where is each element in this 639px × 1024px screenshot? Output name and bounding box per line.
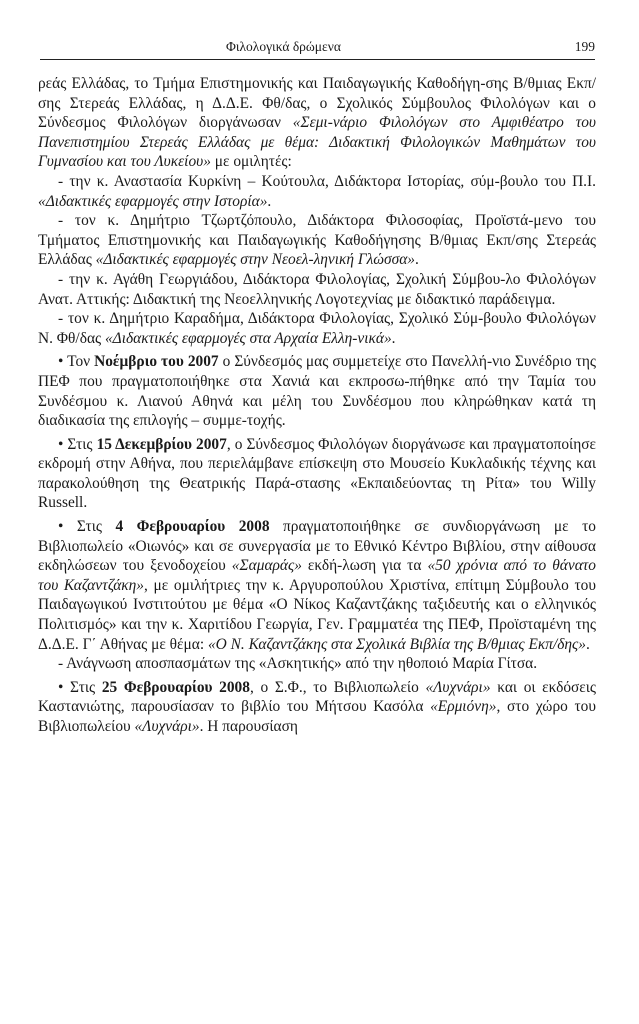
italic-text: «Διδακτικές εφαρμογές στην Νεοελ-ληνική Γλώσσα» (95, 251, 415, 269)
text-span: • Στις (58, 678, 102, 696)
text-span: . (585, 635, 590, 653)
body-text (38, 74, 596, 737)
running-title: Φιλολογικά δρώμενα (226, 39, 341, 54)
text-span: . (391, 329, 396, 347)
text-span: - την κ. Αναστασία Κυρκίνη – Κούτουλα, Διδάκτορα Ιστορίας, σύμ-βουλο του Π.Ι. (58, 172, 596, 190)
text-span: με ομιλητές: (210, 153, 292, 171)
text-span: • Στις (58, 518, 116, 536)
italic-text: «Σαμαράς» (231, 557, 302, 575)
italic-text: «Λυχνάρι» (425, 678, 491, 696)
text-span: , ο Σ.Φ., το Βιβλιοπωλείο (249, 678, 426, 696)
paragraph (38, 74, 596, 172)
paragraph (38, 654, 596, 674)
italic-text: «Σεμι-νάριο Φιλολόγων στο Αμφιθέατρο του Πανεπιστημίου Στερεάς Ελλάδας με θέμα: Διδακτική Φιλολογικών Μαθημάτων του Γυμνασίου και του Λυκείου» (38, 114, 596, 171)
page-number: 199 (574, 39, 595, 54)
paragraph (38, 678, 596, 737)
text-span: . Η παρουσίαση (199, 718, 298, 735)
bold-date: 4 Φεβρουαρίου 2008 (115, 518, 270, 536)
paragraph (38, 309, 596, 348)
text-span: και οι εκδόσεις Καστανιώτης, παρουσίασαν το βιβλίο του Μήτσου Κασόλα (38, 678, 597, 716)
paragraph (38, 172, 596, 211)
text-span: . (414, 251, 419, 269)
bold-date: 15 Δεκεμβρίου 2007 (96, 435, 227, 453)
italic-text: «50 χρόνια από το θάνατο του Καζαντζάκη» (38, 557, 596, 594)
text-span: πραγματοποιήθηκε σε συνδιοργάνωση με το Βιβλιοπωλείο «Οιωνός» και σε συνεργασία με το Εθνικό Κέντρο Βιβλίου, στην αίθουσα εκδηλώσεων του ξενοδοχείου (38, 518, 596, 575)
bold-date: Νοέμβριο του 2007 (94, 353, 219, 371)
italic-text: «Ο Ν. Καζαντζάκης στα Σχολικά Βιβλία της Β/θμιας Εκπ/δης» (207, 635, 586, 653)
text-span: - τον κ. Δημήτριο Τζωρτζόπουλο, Διδάκτορα Φιλοσοφίας, Προϊστά-μενο του Τμήματος Επιστημονικής και Παιδαγωγικής Καθοδήγησης Β/θμιας Εκπ/σης Στερεάς Ελλάδας (38, 212, 596, 269)
paragraph (38, 270, 596, 309)
text-span: ο Σύνδεσμός μας συμμετείχε στο Πανελλή-νιο Συνέδριο της ΠΕΦ που πραγματοποιήθηκε στα Χανιά και εκπροσω-πήθηκε από την Ταμία του Συνδέσμου κ. Λιανού Αθηνά και μέλη του Συνδέσμου που κληρώθηκαν κατά τη διαδικασία της επιλογής – συμμε-τοχής. (38, 353, 596, 430)
paragraph (38, 211, 596, 270)
paragraph (38, 352, 596, 430)
text-span: , ο Σύνδεσμος Φιλολόγων διοργάνωσε και πραγματοποίησε εκδρομή στην Αθήνα, που περιελάμβανε επίσκεψη στο Μουσείο Κυκλαδικής τέχνης και παρακολούθηση της Θεατρικής Παρά-στασης «Εκπαιδεύοντας τη Ρίτα» του Willy Russell. (38, 435, 596, 512)
italic-text: «Διδακτικές εφαρμογές στην Ιστορία» (38, 192, 268, 210)
text-span: • Τον (58, 353, 95, 371)
paragraph (38, 435, 596, 513)
italic-text: «Διδακτικές εφαρμογές στα Αρχαία Ελλη-νικά» (104, 329, 392, 347)
italic-text: «Λυχνάρι» (134, 718, 200, 735)
text-span: , στο χώρο του Βιβλιοπωλείου (38, 698, 596, 735)
text-span: - την κ. Αγάθη Γεωργιάδου, Διδάκτορα Φιλολογίας, Σχολική Σύμβου-λο Φιλολόγων Ανατ. Αττικής: Διδακτική της Νεοελληνικής Λογοτεχνίας με διδακτικό παράδειγμα. (38, 270, 596, 308)
text-span: ρεάς Ελλάδας, το Τμήμα Επιστημονικής και Παιδαγωγικής Καθοδήγη-σης Β/θμιας Εκπ/σης Στερεάς Ελλάδας, η Δ.Δ.Ε. Φθ/δας, ο Σχολικός Σύμβουλος Φιλολόγων και ο Σύνδεσμος Φιλολόγων διοργάνωσαν (38, 75, 596, 132)
bold-date: 25 Φεβρουαρίου 2008 (101, 678, 250, 696)
text-span: • Στις (58, 435, 97, 453)
text-span: . (267, 192, 272, 210)
header-rule (40, 59, 595, 60)
italic-text: «Ερμιόνη» (430, 698, 497, 716)
text-span: , με ομιλήτριες την κ. Αργυροπούλου Χριστίνα, επίτιμη Σύμβουλο του Παιδαγωγικού Ινστιτούτου με θέμα «Ο Νίκος Καζαντζάκης ταξιδευτής και ο ελληνικός Πολιτισμός» και την κ. Χαριτίδου Γεωργία, Γεν. Γραμματέα της ΠΕΦ, Προϊσταμένη της Δ.Δ.Ε. Γ΄ Αθήνας με θέμα: (38, 576, 596, 653)
text-span: - τον κ. Δημήτριο Καραδήμα, Διδάκτορα Φιλολογίας, Σχολικό Σύμ-βουλο Φιλολόγων Ν. Φθ/δας (38, 310, 596, 347)
paragraph (38, 517, 596, 654)
text-span: - Ανάγνωση αποσπασμάτων της «Ασκητικής» από την ηθοποιό Μαρία Γίτσα. (58, 655, 538, 673)
running-header (40, 33, 595, 55)
text-span: εκδή-λωση για τα (301, 557, 428, 575)
